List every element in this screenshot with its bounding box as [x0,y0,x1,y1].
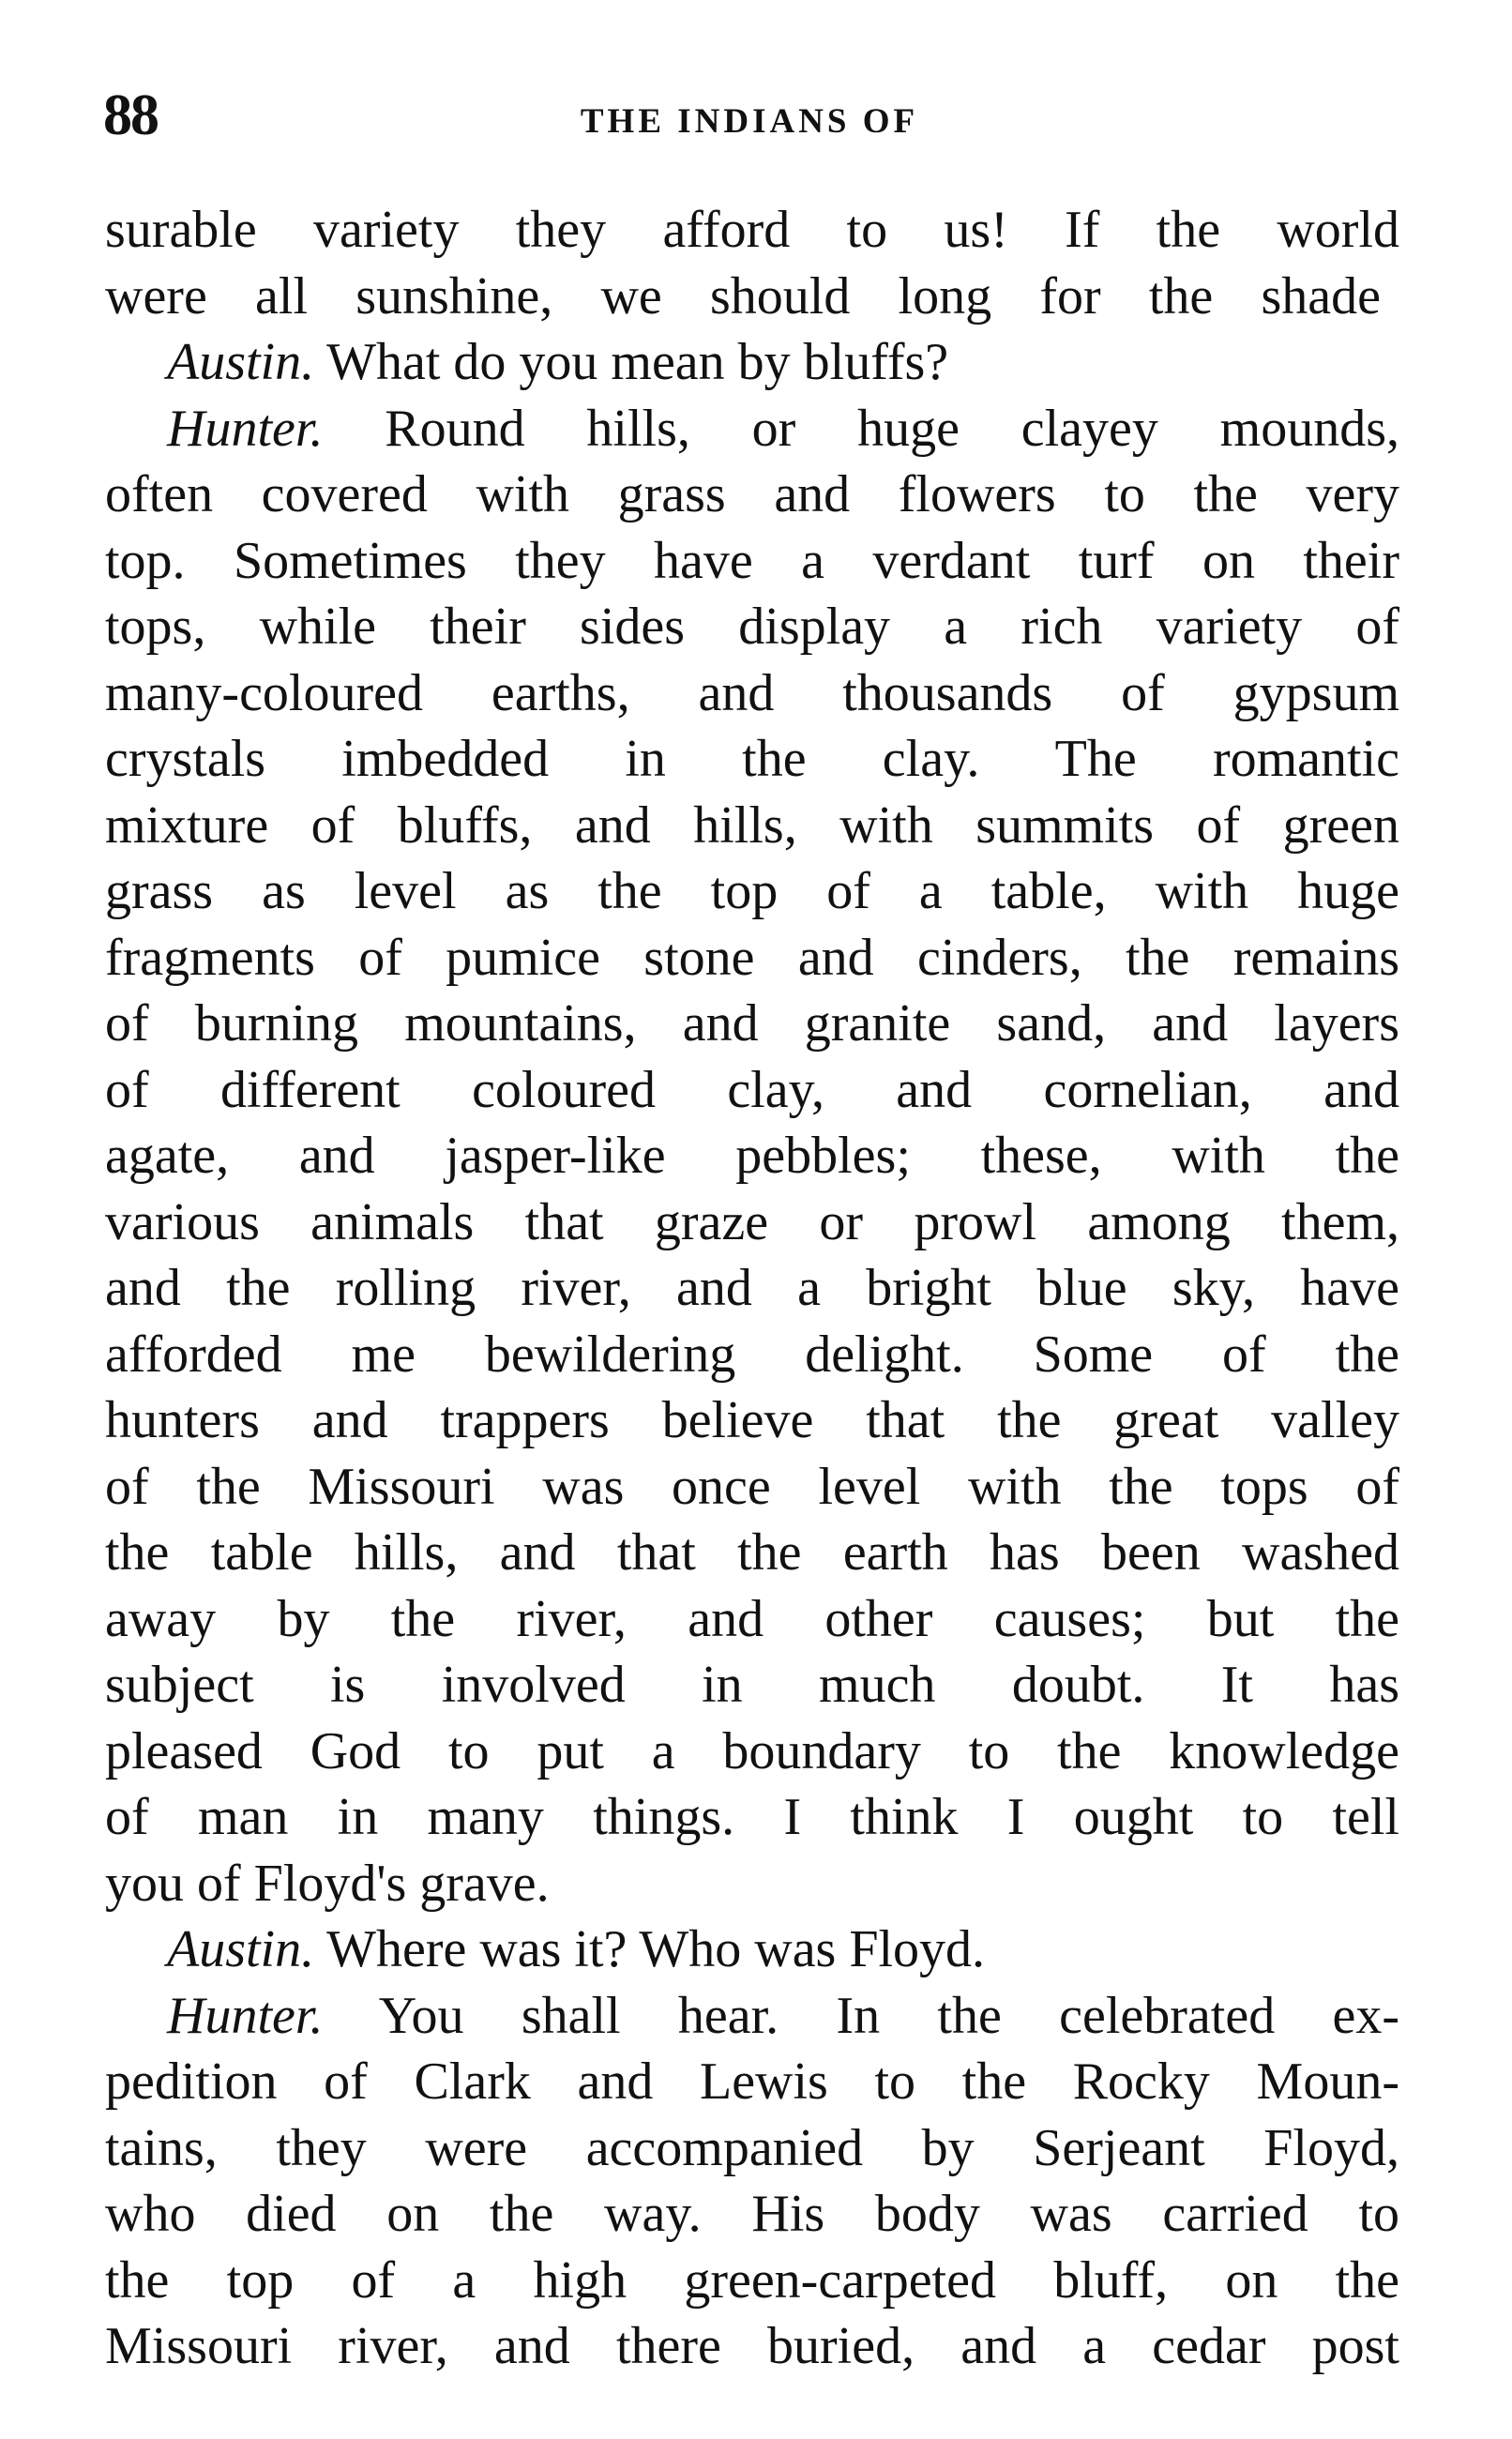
text-line: top. Sometimes they have a verdant turf on their [105,531,1399,590]
text-line: of the Missouri was once level with the tops of [105,1457,1399,1516]
text-line: were all sunshine, we should long for the shade [105,266,1381,326]
dialogue-line [105,1916,1399,1983]
text-line: grass as level as the top of a table, with huge [105,862,1399,920]
text-line: often covered with grass and flowers to the very [105,465,1399,523]
dialogue-line [105,1983,1399,2050]
speaker-name: Austin. [167,1920,315,1978]
running-head: THE INDIANS OF [580,102,919,141]
text-line: hunters and trappers believe that the great valley [105,1391,1399,1449]
text-line: the top of a high green-carpeted bluff, on the [105,2250,1399,2310]
text-line: afforded me bewildering delight. Some of the [105,1325,1399,1384]
dialogue-line [105,396,1399,462]
dialogue-text: Round hills, or huge clayey mounds, [385,399,1399,458]
text-line: tops, while their sides display a rich variety of [105,598,1399,656]
text-line: of burning mountains, and granite sand, and layers [105,994,1399,1053]
dialogue-line [105,329,1399,396]
text-line: Missouri river, and there buried, and a cedar post [105,2317,1399,2375]
text-line: the table hills, and that the earth has been washed [105,1523,1399,1582]
text-line: pleased God to put a boundary to the knowledge [105,1721,1399,1780]
text-line: of different coloured clay, and cornelian, and [105,1060,1399,1119]
page-header [103,83,1396,158]
text-line: and the rolling river, and a bright blue sky, have [105,1259,1399,1317]
text-line: crystals imbedded in the clay. The romantic [105,730,1399,788]
text-line: who died on the way. His body was carried to [105,2185,1399,2243]
text-line: of man in many things. I think I ought to tell [105,1788,1399,1846]
text-line: tains, they were accompanied by Serjeant Floyd, [105,2118,1399,2177]
speaker-name: Hunter. [167,399,324,458]
text-line: away by the river, and other causes; but the [105,1589,1399,1648]
dialogue-text: Where was it? Who was Floyd. [326,1920,986,1978]
text-line: many-coloured earths, and thousands of gypsum [105,663,1399,722]
text-line: surable variety they afford to us! If the world [105,201,1399,259]
text-line: mixture of bluffs, and hills, with summits of green [105,795,1399,855]
page-number: 88 [103,83,158,147]
speaker-name: Austin. [167,333,315,391]
text-line: pedition of Clark and Lewis to the Rocky Moun- [105,2053,1399,2111]
dialogue-text: You shall hear. In the celebrated ex- [378,1986,1400,2045]
dialogue-text: What do you mean by bluffs? [326,333,949,391]
speaker-name: Hunter. [167,1986,324,2045]
text-line: subject is involved in much doubt. It has [105,1656,1399,1714]
text-line: you of Floyd's grave. [105,1854,550,1913]
text-line: various animals that graze or prowl among them, [105,1192,1399,1251]
body-text [105,197,1399,2380]
text-line: agate, and jasper-like pebbles; these, with the [105,1127,1399,1185]
text-line: fragments of pumice stone and cinders, the remains [105,928,1399,987]
